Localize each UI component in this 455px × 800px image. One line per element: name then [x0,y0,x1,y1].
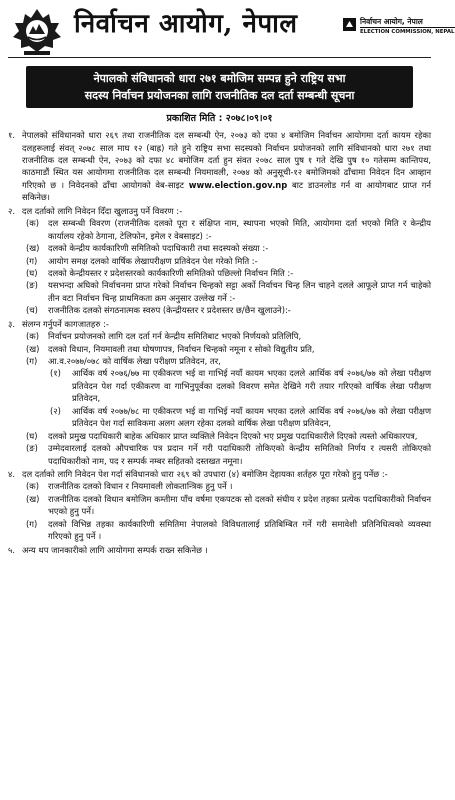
logo-text-english: ELECTION COMMISSION, NEPAL [360,29,455,35]
list-item: (ख) दलको विधान, नियमावली तथा घोषणापत्र, निर्वाचन चिन्हको नमूना र सोको विद्युतीय प्रति, [26,343,315,354]
section-1-text [22,129,431,204]
section-3 [8,318,431,330]
list-item: (ग) आ.व.२०७७/०७८ को वार्षिक लेखा परीक्षण प्रतिवेदन, तर, [26,356,221,367]
section-3-items-after [8,430,431,467]
section-2 [8,205,431,217]
section-1 [8,129,431,204]
nepal-emblem-icon [10,6,64,56]
section-number: २. [8,205,16,216]
section-2-heading: दल दर्ताको लागि निवेदन दिँदा खुलाउनु पर्ने विवरण :- [22,205,183,216]
election-logo-icon [343,18,356,31]
notice-banner [26,66,413,108]
list-item: (ङ) यसभन्दा अघिको निर्वाचनमा प्राप्त गरेको निर्वाचन चिन्हको सट्टा अर्को निर्वाचन चिन्ह लिन चाहने दलले आफूले प्राप्त गर्न चाहेको तीन वटा निर्वाचन चिन्ह प्राथमिकता क्रम अनुसार उल्लेख गर्ने :- [26,280,431,303]
section-number: १. [8,130,16,141]
list-item: (ग) दलको विभिन्न तहका कार्यकारिणी समितिमा नेपालको विविधतालाई प्रतिबिम्बित गर्ने गरी समावेशी प्रतिनिधित्वको व्यवस्था गरिएको हुनु पर्ने । [26,518,431,542]
commission-title: निर्वाचन आयोग, नेपाल [74,9,298,39]
list-item: (ङ) उम्मेदवारलाई दलको औपचारिक पत्र प्रदान गर्ने गरी पदाधिकारी तोकिएको केन्द्रीय समितिको निर्णय र त्यसरी तोकिएको पदाधिकारीको नाम, पद र सम्पर्क नम्बर सहितको दस्तखत नमूना। [26,443,431,466]
section-1-text-a: नेपालको संविधानको धारा २६९ तथा राजनीतिक दल सम्बन्धी ऐन, २०७३ को दफा ४ बमोजिम निर्वाचन आयोगमा दर्ता कायम रहेका दलहरूलाई संवत् २०७८ साल माघ १२ (बाह्र) गते हुने राष्ट्रिय सभा सदस्यको निर्वाचन प्रयोजनको लागि संविधानको धारा २७१ तथा राजनीतिक दल सम्बन्धी ऐन, २०७३ को दफा ४८ बमोजिम दर्ता हुन संवत २०७८ साल पुष १ गते देखि पुष १० गतेसम्म कान्तिपथ, काठमाडौं स्थित यस आयोगमा राजनीतिक दल सम्बन्धी नियमावली, २०७४ को अनुसूची-१२ बमोजिमको ढाँचामा निवेदन दिन आव्हान गरिएको छ । निवेदनको ढाँचा आयोगको वेब-साइट [22,130,431,190]
section-5-text: अन्य थप जानकारीको लागि आयोगमा सम्पर्क राख्न सकिनेछ । [22,544,208,555]
published-date: प्रकाशित मिति : २०७८।०९।०१ [166,113,273,125]
section-number: ४. [8,468,16,479]
section-number: ३. [8,318,16,329]
list-item: (घ) दलको प्रमुख पदाधिकारी बाहेक अधिकार प्राप्त व्यक्तिले निवेदन दिएको भए प्रमुख पदाधिकारीले दिएको त्यस्तो अधिकारपत्र, [26,430,418,441]
banner-line-1: नेपालको संविधानको धारा २७१ बमोजिम सम्पन्न हुने राष्ट्रिय सभा [93,72,346,85]
notice-header [8,6,455,58]
list-item: (घ) दलको केन्द्रीयस्तर र प्रदेशस्तरको कार्यकारिणी समितिको पछिल्लो निर्वाचन मिति :- [26,267,294,278]
list-item: (क) निर्वाचन प्रयोजनको लागि दल दर्ता गर्न केन्द्रीय समितिबाट भएको निर्णयको प्रतिलिपि, [26,331,302,342]
section-3-heading: संलग्न गर्नुपर्ने कागजातहरु :- [22,318,109,329]
banner-line-2: सदस्य निर्वाचन प्रयोजनका लागि राजनीतिक दल दर्ता सम्बन्धी सूचना [84,89,355,103]
list-item: (क) राजनीतिक दलको विधान र नियमावली लोकतान्त्रिक हुनु पर्ने । [26,481,233,492]
website-link[interactable]: www.election.gov.np [188,179,288,190]
section-3-subitems [8,367,431,429]
list-item: (१) आर्थिक वर्ष २०७६/७७ मा एकीकरण भई वा गाभिई नयाँ कायम भएका दलले आर्थिक वर्ष २०७६/७७ को लेखा परीक्षण प्रतिवेदन पेश गर्दा एकीकरण वा गाभिनुपूर्वका दलको विवरण समेत देखिने गरी तयार गरिएको वार्षिक लेखा परीक्षण प्रतिवेदन, [50,368,431,404]
section-5 [8,544,431,556]
section-4-items [8,480,431,542]
section-number: ५. [8,544,16,555]
section-4 [8,468,431,480]
section-1-text-b: बाट डाउनलोड गर्न वा आयोगबाट प्राप्त गर्न सकिनेछ। [22,179,431,203]
list-item: (ख) दलको केन्द्रीय कार्यकारिणी समितिको पदाधिकारी तथा सदस्यको संख्या :- [26,243,269,254]
list-item: (च) राजनीतिक दलको संगठनात्मक स्वरुप (केन्द्रीयस्तर र प्रदेशस्तर छ/छैन खुलाउने):- [26,305,291,316]
logo-text-nepali: निर्वाचन आयोग, नेपाल [360,17,423,26]
list-item: (ख) राजनीतिक दलको विधान बमोजिम कम्तीमा पाँच वर्षमा एकपटक सो दलको संघीय र प्रदेश तहका प्रत्येक पदाधिकारीको निर्वाचन भएको हुनु पर्ने। [26,493,431,517]
list-item: (क) दल सम्बन्धी विवरण (राजनीतिक दलको पूरा र संक्षिप्त नाम, स्थापना भएको मिति, आयोगमा दर्ता भएको मिति र केन्द्रीय कार्यालय रहेको ठेगाना, टेलिफोन, इमेल र वेबसाइट) :- [26,218,431,241]
list-item: (ग) आयोग समक्ष दलको वार्षिक लेखापरीक्षण प्रतिवेदन पेश गरेको मिति :- [26,255,258,266]
section-3-items [8,330,431,367]
section-4-heading: दल दर्ताको लागि निवेदन पेश गर्दा संविधानको धारा २६९ को उपधारा (४) बमोजिम देहायका शर्तहरु पूरा गरेको हुनु पर्नेछ :- [22,468,388,479]
section-2-items [8,217,431,317]
list-item: (२) आर्थिक वर्ष २०७७/७८ मा एकीकरण भई वा गाभिई नयाँ कायम भएका दलले आर्थिक वर्ष २०७६/७७ को लेखा परीक्षण प्रतिवेदन पेश गर्दा साविकमा अलग अलग रहेका दलको वार्षिक लेखा परीक्षण प्रतिवेदन, [50,405,431,429]
